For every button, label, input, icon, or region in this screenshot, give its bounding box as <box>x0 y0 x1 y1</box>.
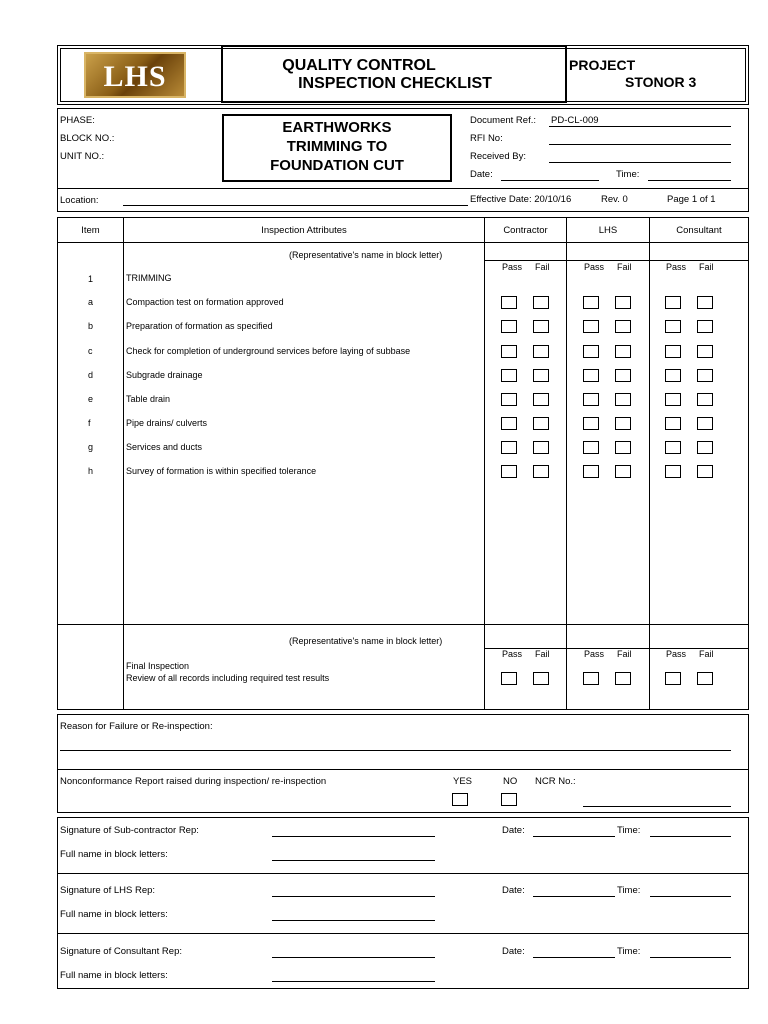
received-field[interactable] <box>549 162 731 163</box>
project-name: STONOR 3 <box>625 74 697 90</box>
row-d-consultant-fail-checkbox[interactable] <box>697 369 713 382</box>
final-inspection-desc: Review of all records including required test results <box>126 673 330 683</box>
row-g-contractor-pass-checkbox[interactable] <box>501 441 517 454</box>
row-c-consultant-fail-checkbox[interactable] <box>697 345 713 358</box>
row-a-contractor-fail-checkbox[interactable] <box>533 296 549 309</box>
date-field[interactable] <box>501 180 599 181</box>
row-f-lhs-fail-checkbox[interactable] <box>615 417 631 430</box>
pass-label-lhs-final: Pass <box>584 649 605 659</box>
col-divider-contractor <box>566 218 567 709</box>
row-e-lhs-pass-checkbox[interactable] <box>583 393 599 406</box>
row-a-contractor-pass-checkbox[interactable] <box>501 296 517 309</box>
failure-reason-field[interactable] <box>60 750 731 751</box>
row-item-label: d <box>88 370 94 380</box>
row-item-label: b <box>88 321 94 331</box>
row-b-contractor-pass-checkbox[interactable] <box>501 320 517 333</box>
page-title-line2: INSPECTION CHECKLIST <box>298 75 492 92</box>
ncr-no-label: NO <box>503 776 518 787</box>
signature-time-label: Time: <box>617 885 641 896</box>
ncr-question: Nonconformance Report raised during inspection/ re-inspection <box>60 776 327 787</box>
doc-ref-line <box>549 126 731 127</box>
revision: Rev. 0 <box>601 194 628 205</box>
row-h-contractor-pass-checkbox[interactable] <box>501 465 517 478</box>
row-attribute-text: Subgrade drainage <box>126 370 203 380</box>
row-attribute-text: Pipe drains/ culverts <box>126 418 208 428</box>
failure-reason-label: Reason for Failure or Re-inspection: <box>60 721 213 732</box>
row-g-consultant-fail-checkbox[interactable] <box>697 441 713 454</box>
signature-field[interactable] <box>272 957 435 958</box>
signature-date-label: Date: <box>502 885 525 896</box>
row-attribute-text: Compaction test on formation approved <box>126 297 284 307</box>
full-name-field[interactable] <box>272 860 435 861</box>
signature-divider <box>58 933 748 934</box>
row-item-label: f <box>88 418 91 428</box>
row-c-contractor-fail-checkbox[interactable] <box>533 345 549 358</box>
row-g-lhs-pass-checkbox[interactable] <box>583 441 599 454</box>
row-a-consultant-fail-checkbox[interactable] <box>697 296 713 309</box>
fail-label-lhs: Fail <box>617 262 632 272</box>
ncr-yes-label: YES <box>453 776 473 787</box>
row-e-consultant-pass-checkbox[interactable] <box>665 393 681 406</box>
pass-label-consultant: Pass <box>666 262 687 272</box>
row-d-lhs-fail-checkbox[interactable] <box>615 369 631 382</box>
pass-label-consultant-final: Pass <box>666 649 687 659</box>
row-attribute-text: Services and ducts <box>126 442 203 452</box>
col-header-attributes: Inspection Attributes <box>261 225 347 236</box>
full-name-field[interactable] <box>272 981 435 982</box>
final-contractor-pass-checkbox[interactable] <box>501 672 517 685</box>
pass-label-lhs: Pass <box>584 262 605 272</box>
fail-label-consultant-final: Fail <box>699 649 714 659</box>
table-header-divider <box>58 242 748 243</box>
full-name-label: Full name in block letters: <box>60 909 168 920</box>
row-c-consultant-pass-checkbox[interactable] <box>665 345 681 358</box>
col-header-contractor: Contractor <box>503 225 548 236</box>
doc-ref-value: PD-CL-009 <box>551 115 599 126</box>
full-name-field[interactable] <box>272 920 435 921</box>
row-c-lhs-pass-checkbox[interactable] <box>583 345 599 358</box>
rfi-field[interactable] <box>549 144 731 145</box>
row-h-lhs-pass-checkbox[interactable] <box>583 465 599 478</box>
rfi-label: RFI No: <box>470 133 503 144</box>
col-header-consultant: Consultant <box>676 225 722 236</box>
pass-fail-divider-top <box>485 260 748 261</box>
row-b-consultant-fail-checkbox[interactable] <box>697 320 713 333</box>
signature-date-field[interactable] <box>533 896 615 897</box>
row-b-lhs-pass-checkbox[interactable] <box>583 320 599 333</box>
signature-field[interactable] <box>272 836 435 837</box>
signature-time-label: Time: <box>617 946 641 957</box>
row-g-contractor-fail-checkbox[interactable] <box>533 441 549 454</box>
ncr-number-label: NCR No.: <box>535 776 576 787</box>
row-h-contractor-fail-checkbox[interactable] <box>533 465 549 478</box>
final-consultant-pass-checkbox[interactable] <box>665 672 681 685</box>
final-contractor-fail-checkbox[interactable] <box>533 672 549 685</box>
form-title-line2: TRIMMING TO <box>286 138 388 155</box>
col-header-lhs: LHS <box>598 225 618 236</box>
page-title-line1: QUALITY CONTROL <box>282 57 436 74</box>
row-d-lhs-pass-checkbox[interactable] <box>583 369 599 382</box>
final-lhs-fail-checkbox[interactable] <box>615 672 631 685</box>
fail-label-lhs-final: Fail <box>617 649 632 659</box>
row-attribute-text: Preparation of formation as specified <box>126 321 273 331</box>
form-title-line3: FOUNDATION CUT <box>270 157 404 174</box>
row-item-label: g <box>88 442 94 452</box>
full-name-label: Full name in block letters: <box>60 849 168 860</box>
ncr-no-checkbox[interactable] <box>501 793 517 806</box>
rep-note-final: (Representative's name in block letter) <box>289 636 443 646</box>
row-e-contractor-fail-checkbox[interactable] <box>533 393 549 406</box>
signature-divider <box>58 873 748 874</box>
col-divider-lhs <box>649 218 650 709</box>
row-a-consultant-pass-checkbox[interactable] <box>665 296 681 309</box>
signature-date-field[interactable] <box>533 957 615 958</box>
row-d-consultant-pass-checkbox[interactable] <box>665 369 681 382</box>
ncr-number-field[interactable] <box>583 806 731 807</box>
row-a-lhs-fail-checkbox[interactable] <box>615 296 631 309</box>
row-d-contractor-fail-checkbox[interactable] <box>533 369 549 382</box>
signature-date-label: Date: <box>502 946 525 957</box>
row-h-consultant-pass-checkbox[interactable] <box>665 465 681 478</box>
info-divider <box>58 188 748 189</box>
signature-label: Signature of Consultant Rep: <box>60 946 182 957</box>
final-inspection-label: Final Inspection <box>126 661 190 671</box>
row-c-lhs-fail-checkbox[interactable] <box>615 345 631 358</box>
final-consultant-fail-checkbox[interactable] <box>697 672 713 685</box>
row-f-consultant-pass-checkbox[interactable] <box>665 417 681 430</box>
signature-date-label: Date: <box>502 825 525 836</box>
fail-label-consultant: Fail <box>699 262 714 272</box>
row-b-consultant-pass-checkbox[interactable] <box>665 320 681 333</box>
row-attribute-text: Check for completion of underground services before laying of subbase <box>126 346 411 356</box>
row-f-lhs-pass-checkbox[interactable] <box>583 417 599 430</box>
received-label: Received By: <box>470 151 526 162</box>
lhs-logo: LHS <box>84 52 186 98</box>
row-e-lhs-fail-checkbox[interactable] <box>615 393 631 406</box>
signature-field[interactable] <box>272 896 435 897</box>
rep-note-top: (Representative's name in block letter) <box>289 250 443 260</box>
time-label: Time: <box>616 169 640 180</box>
col-divider-item <box>123 218 124 709</box>
row-g-lhs-fail-checkbox[interactable] <box>615 441 631 454</box>
row-item-label: h <box>88 466 94 476</box>
signature-date-field[interactable] <box>533 836 615 837</box>
row-f-contractor-fail-checkbox[interactable] <box>533 417 549 430</box>
row-h-lhs-fail-checkbox[interactable] <box>615 465 631 478</box>
row-b-contractor-fail-checkbox[interactable] <box>533 320 549 333</box>
row-e-consultant-fail-checkbox[interactable] <box>697 393 713 406</box>
pass-label-contractor-final: Pass <box>502 649 523 659</box>
final-section-divider <box>58 624 748 625</box>
row-item-label: a <box>88 297 94 307</box>
location-label: Location: <box>60 195 99 206</box>
row-f-consultant-fail-checkbox[interactable] <box>697 417 713 430</box>
final-lhs-pass-checkbox[interactable] <box>583 672 599 685</box>
row-f-contractor-pass-checkbox[interactable] <box>501 417 517 430</box>
doc-ref-label: Document Ref.: <box>470 115 536 126</box>
col-divider-attr <box>484 218 485 709</box>
row-b-lhs-fail-checkbox[interactable] <box>615 320 631 333</box>
fail-label-contractor-final: Fail <box>535 649 550 659</box>
signature-time-label: Time: <box>617 825 641 836</box>
signature-time-field[interactable] <box>650 896 731 897</box>
page-number: Page 1 of 1 <box>667 194 716 205</box>
project-label: PROJECT <box>569 57 636 73</box>
pass-label-contractor: Pass <box>502 262 523 272</box>
row-item-label: c <box>88 346 93 356</box>
ncr-yes-checkbox[interactable] <box>452 793 468 806</box>
fail-label-contractor: Fail <box>535 262 550 272</box>
signature-label: Signature of Sub-contractor Rep: <box>60 825 199 836</box>
row-h-consultant-fail-checkbox[interactable] <box>697 465 713 478</box>
block-label: BLOCK NO.: <box>60 133 115 144</box>
failure-divider <box>58 769 748 770</box>
time-field[interactable] <box>648 180 731 181</box>
signature-time-field[interactable] <box>650 836 731 837</box>
signature-label: Signature of LHS Rep: <box>60 885 156 896</box>
unit-label: UNIT NO.: <box>60 151 105 162</box>
full-name-label: Full name in block letters: <box>60 970 168 981</box>
date-label: Date: <box>470 169 493 180</box>
row-c-contractor-pass-checkbox[interactable] <box>501 345 517 358</box>
row-d-contractor-pass-checkbox[interactable] <box>501 369 517 382</box>
section-title: TRIMMING <box>126 273 172 283</box>
location-field[interactable] <box>123 205 468 206</box>
phase-label: PHASE: <box>60 115 95 126</box>
row-item-label: e <box>88 394 94 404</box>
row-attribute-text: Table drain <box>126 394 171 404</box>
form-title-line1: EARTHWORKS <box>282 119 392 136</box>
section-number: 1 <box>88 274 94 284</box>
row-g-consultant-pass-checkbox[interactable] <box>665 441 681 454</box>
title-box <box>221 45 567 103</box>
col-header-item: Item <box>81 225 100 236</box>
signature-box <box>57 817 749 989</box>
signature-time-field[interactable] <box>650 957 731 958</box>
effective-date: Effective Date: 20/10/16 <box>470 194 572 205</box>
row-e-contractor-pass-checkbox[interactable] <box>501 393 517 406</box>
row-attribute-text: Survey of formation is within specified tolerance <box>126 466 317 476</box>
row-a-lhs-pass-checkbox[interactable] <box>583 296 599 309</box>
